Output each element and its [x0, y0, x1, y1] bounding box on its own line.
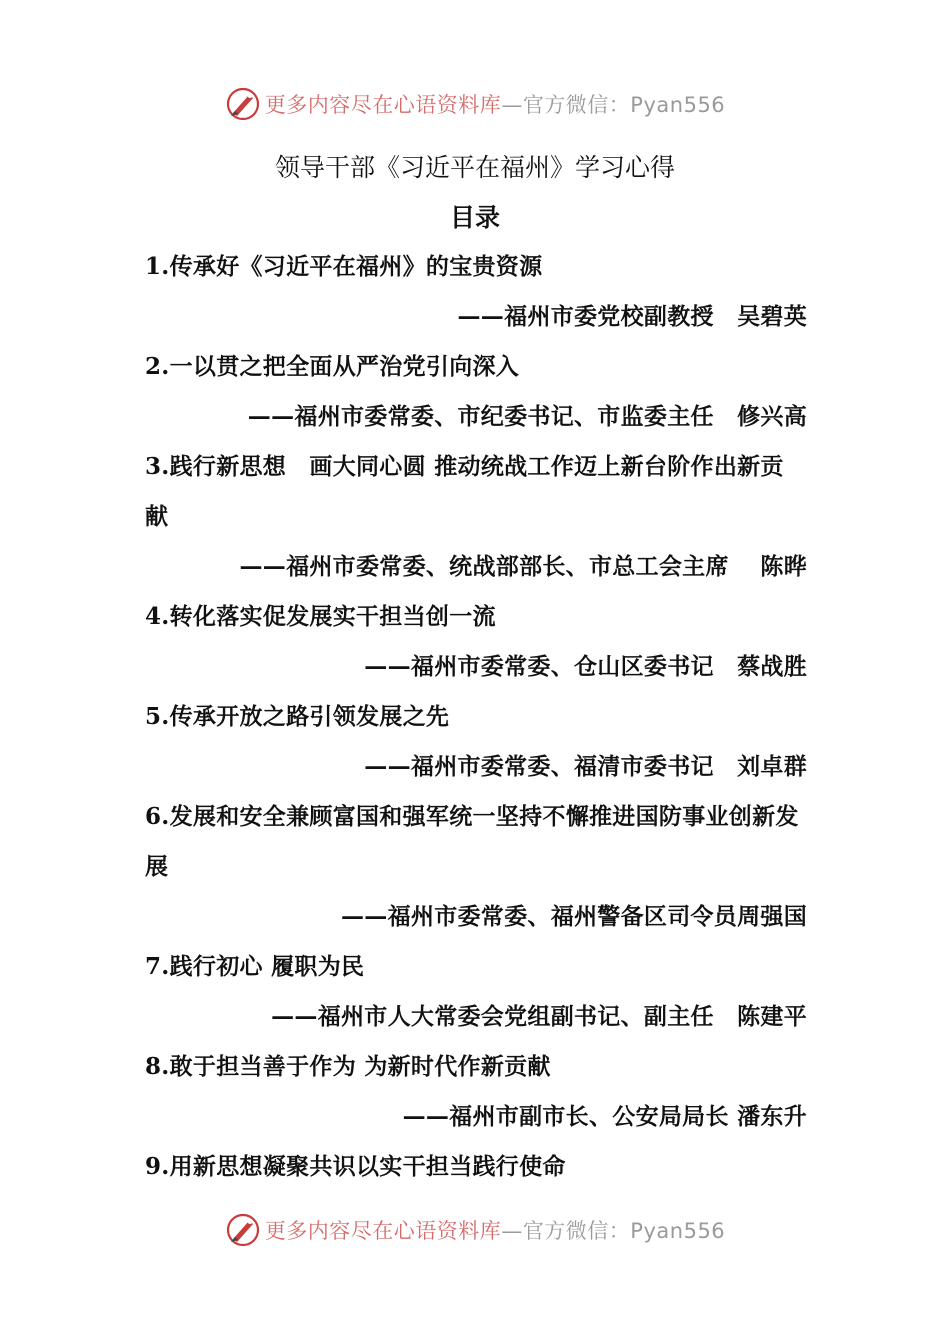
toc-entry-title: 3.践行新思想 画大同心圆 推动统战工作迈上新台阶作出新贡献: [145, 453, 784, 530]
watermark-header: [0, 84, 950, 124]
watermark-footer: [0, 1210, 950, 1250]
toc-entry-title: 2.一以贯之把全面从严治党引向深入: [145, 353, 520, 380]
toc-entry: [145, 442, 807, 592]
toc-entry: [145, 792, 807, 942]
watermark-grey-text: —官方微信：Pyan556: [501, 93, 726, 117]
pen-logo-icon: [225, 86, 261, 122]
toc-entry-author: ——福州市人大常委会党组副书记、副主任 陈建平: [271, 1003, 807, 1030]
toc-entry-title: 9.用新思想凝聚共识以实干担当践行使命: [145, 1153, 566, 1180]
toc-entry-author: ——福州市委常委、福清市委书记 刘卓群: [364, 753, 807, 780]
watermark-grey-text: —官方微信：Pyan556: [501, 1219, 726, 1243]
document-title: 领导干部《习近平在福州》学习心得: [274, 153, 675, 182]
toc-entry: [145, 1042, 807, 1142]
watermark-red-text: 更多内容尽在心语资料库: [264, 1219, 502, 1243]
toc-entry: [145, 592, 807, 692]
toc-entry: [145, 692, 807, 792]
toc-entry-author: ——福州市委常委、统战部部长、市总工会主席 陈晔: [239, 553, 807, 580]
toc-entry-title: 1.传承好《习近平在福州》的宝贵资源: [145, 253, 543, 280]
toc-entry: [145, 942, 807, 1042]
watermark-red-text: 更多内容尽在心语资料库: [264, 93, 502, 117]
toc-entry: [145, 1142, 807, 1192]
toc-entry-author: ——福州市副市长、公安局局长 潘东升: [402, 1103, 807, 1130]
toc-entry-author: ——福州市委常委、市纪委书记、市监委主任 修兴高: [247, 403, 807, 430]
toc-entry-author: ——福州市委常委、福州警备区司令员周强国: [341, 903, 807, 930]
pen-logo-icon: [225, 1212, 261, 1248]
toc-entry: [145, 342, 807, 442]
toc-entry-author: ——福州市委常委、仓山区委书记 蔡战胜: [364, 653, 807, 680]
toc-entry-title: 5.传承开放之路引领发展之先: [145, 703, 450, 730]
toc-heading: 目录: [449, 203, 500, 232]
table-of-contents: [145, 242, 807, 1192]
toc-entry-title: 4.转化落实促发展实干担当创一流: [145, 603, 496, 630]
toc-entry-author: ——福州市委党校副教授 吴碧英: [457, 303, 807, 330]
toc-entry-title: 6.发展和安全兼顾富国和强军统一坚持不懈推进国防事业创新发展: [145, 803, 799, 880]
toc-entry-title: 7.践行初心 履职为民: [145, 953, 365, 980]
toc-entry: [145, 242, 807, 342]
toc-entry-title: 8.敢于担当善于作为 为新时代作新贡献: [145, 1053, 551, 1080]
